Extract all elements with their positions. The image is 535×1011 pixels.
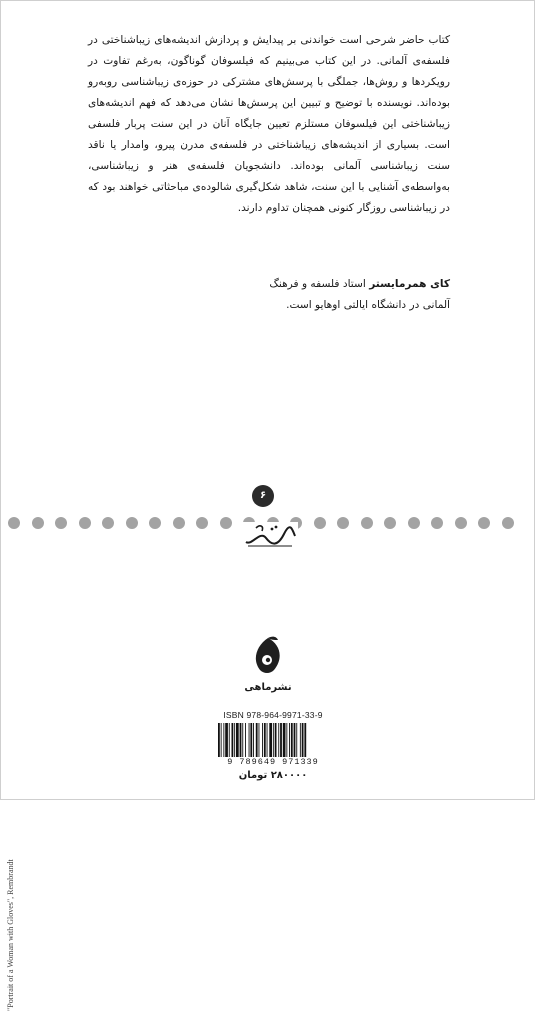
publisher-name: نشرماهی <box>244 682 292 693</box>
separator-dot <box>8 517 20 529</box>
separator-dot <box>314 517 326 529</box>
separator-dot <box>384 517 396 529</box>
separator-dot <box>361 517 373 529</box>
author-affiliation: آلمانی در دانشگاه ایالتی اوهایو است. <box>286 299 450 311</box>
separator-dot <box>337 517 349 529</box>
barcode-icon <box>216 723 330 757</box>
author-bio <box>200 274 450 316</box>
separator-dot <box>408 517 420 529</box>
separator-dot <box>126 517 138 529</box>
separator-dot <box>55 517 67 529</box>
image-credit-text: "Portrait of a Woman with Gloves", Rembrandt <box>6 859 15 1011</box>
series-logo-icon <box>242 522 298 550</box>
separator-dot <box>455 517 467 529</box>
price-label: ۲۸۰۰۰۰ تومان <box>238 770 308 781</box>
separator-dot <box>220 517 232 529</box>
image-credit <box>6 560 20 1011</box>
fish-logo-icon <box>250 636 286 676</box>
separator-dot <box>502 517 514 529</box>
separator-dot <box>79 517 91 529</box>
author-name: کای همرمایستر <box>369 278 450 290</box>
separator-dot <box>32 517 44 529</box>
series-number-badge: ۶ <box>252 485 274 507</box>
back-cover-blurb: کتاب حاضر شرحی است خواندنی بر پیدایش و پردازش اندیشه‌های زیباشناختی در فلسفه‌ی آلمانی. در این کتاب می‌بینیم که فیلسوفان گوناگون، به‌رغم تفاوت در رویکردها و روش‌ها، جملگی با پرسش‌های مشترکی در حوزه‌ی زیباشناسی روبه‌رو بوده‌اند. نویسنده با توضیح و تبیین این پرسش‌ها نشان می‌دهد که فهم اندیشه‌های زیباشناختی این فیلسوفان مستلزم تعیین جایگاه آنان در این سنت پربار فلسفی است. بسیاری از اندیشه‌های زیباشناختی در فلسفه‌ی مدرن پیرو، وامدار یا ناقد سنت زیباشناسی آلمانی بوده‌اند. دانشجویان فلسفه‌ی هنر و زیباشناسی، به‌واسطه‌ی آشنایی با این سنت، شاهد شکل‌گیری شالوده‌ی مباحثاتی خواهند بود که در زیباشناسی روزگار کنونی همچنان تداوم دارند. <box>88 34 450 214</box>
isbn-barcode-block <box>214 710 332 768</box>
separator-dot <box>478 517 490 529</box>
author-title: استاد فلسفه و فرهنگ <box>269 278 370 290</box>
isbn-label: ISBN 978-964-9971-33-9 <box>223 710 323 720</box>
barcode-digits: 9 789649 971339 <box>227 757 319 767</box>
separator-dot <box>196 517 208 529</box>
separator-dot <box>102 517 114 529</box>
separator-dot <box>149 517 161 529</box>
separator-dot <box>431 517 443 529</box>
separator-dot <box>173 517 185 529</box>
